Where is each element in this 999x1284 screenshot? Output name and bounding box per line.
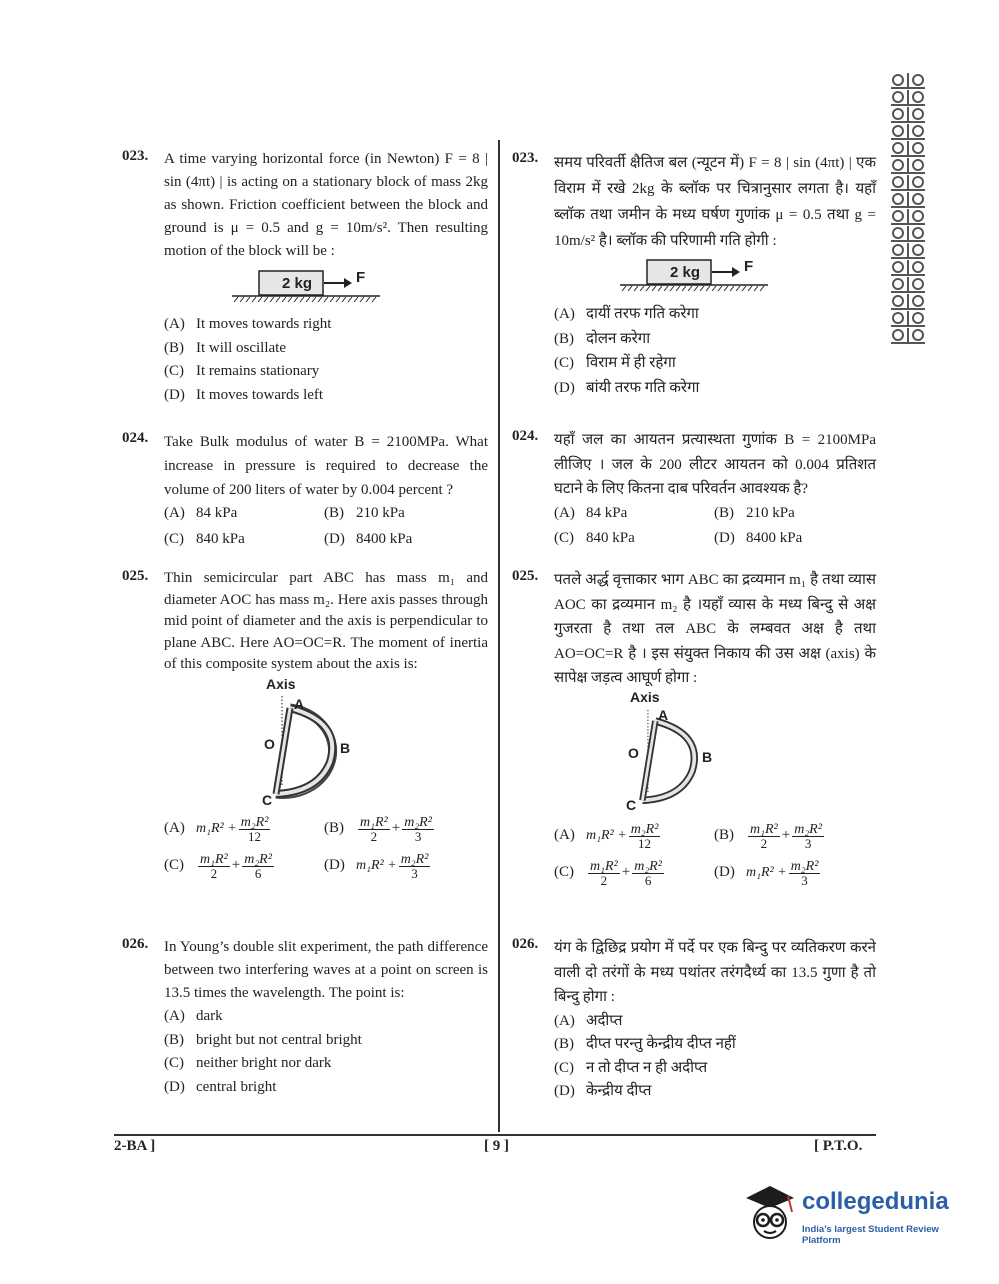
question-text: Take Bulk modulus of water B = 2100MPa. What increase in pressure is required to decrease the volume of 200 liters of water by 0.004 percent ? <box>164 434 488 498</box>
option-d: (D) central bright <box>164 1078 277 1095</box>
axis-label: Axis <box>266 675 296 692</box>
question-number: 023. <box>512 150 539 166</box>
option-c: (C) $\frac{\text{m₁R²}}{2}$ + $\frac{\text{m₂R²}}{6}$ <box>164 851 272 881</box>
footer-code: 2-BA ] <box>114 1138 156 1154</box>
block-diagram <box>620 258 876 292</box>
question-number: 024. <box>512 428 539 444</box>
option-b: (B) दीप्त परन्तु केन्द्रीय दीप्त नहीं <box>554 1036 736 1052</box>
question-text: यहाँ जल का आयतन प्रत्यास्थता गुणांक B = 2100MPa लीजिए । जल के 200 लीटर आयतन को 0.004 प्रतिशत घटाने के लिए कितना दाब परिवर्तन आवश्यक है? <box>554 432 876 497</box>
question-number: 026. <box>512 936 539 952</box>
point-c-label: C <box>626 796 637 813</box>
question-026 <box>122 936 488 1099</box>
options-grid <box>554 823 876 887</box>
option-c: (C) neither bright nor dark <box>164 1055 332 1071</box>
options-list <box>164 313 488 407</box>
force-label: F <box>356 269 366 286</box>
option-a: (A) m₁R² + $\frac{\text{m₂R²}}{12}$ <box>554 821 659 851</box>
point-a-label: A <box>658 706 669 723</box>
options-list <box>554 302 876 400</box>
question-text: A time varying horizontal force (in Newton) F = 8 | sin (4πt) | is acting on a stationary block of mass 2kg as shown. Friction coefficient between the block and ground is μ = 0.5 and g = 10m/s². Then resulting motion of the block will be : <box>164 151 488 259</box>
option-a: (A) m₁R² + $\frac{\text{m₂R²}}{12}$ <box>164 814 269 844</box>
option-c: (C) $\frac{\text{m₁R²}}{2}$ + $\frac{\text{m₂R²}}{6}$ <box>554 858 662 888</box>
option-c: (C) 840 kPa <box>554 530 635 546</box>
point-b-label: B <box>340 739 351 756</box>
question-text: यंग के द्विछिद्र प्रयोग में पर्दे पर एक बिन्दु पर व्यतिकरण करने वाली दो तरंगों के मध्य पथांतर तरंगदैर्ध्य का 13.5 गुणा है तो बिन्दु होगा : <box>554 940 876 1005</box>
options-grid <box>164 502 488 551</box>
column-divider <box>498 140 500 1132</box>
semicircle-figure <box>616 688 876 817</box>
force-label: F <box>744 258 754 275</box>
options-list <box>164 1005 488 1099</box>
decorative-border-pattern <box>888 72 928 356</box>
options-list <box>554 1010 876 1104</box>
question-number: 026. <box>122 936 149 952</box>
option-b: (B) 210 kPa <box>324 505 405 521</box>
logo-name: collegedunia <box>802 1188 949 1215</box>
option-a: (A) 84 kPa <box>164 505 238 521</box>
point-c-label: C <box>262 791 273 808</box>
question-text: In Young’s double slit experiment, the path difference between two interfering waves at a point on screen is 13.5 times the wavelength. The point is: <box>164 939 488 1001</box>
option-d: (D) m₁R² + $\frac{\text{m₂R²}}{3}$ <box>714 858 819 888</box>
collegedunia-logo[interactable] <box>740 1182 970 1252</box>
point-b-label: B <box>702 748 713 765</box>
question-024 <box>122 430 488 551</box>
option-d: (D) 8400 kPa <box>714 530 803 546</box>
option-a: (A) अदीप्त <box>554 1012 623 1029</box>
question-023 <box>122 148 488 407</box>
option-d: (D) बांयी तरफ गति करेगा <box>554 379 700 396</box>
options-grid <box>164 816 488 880</box>
question-text: Thin semicircular part ABC has mass m₁ and diameter AOC has mass m₂. Here axis passes through mid point of diameter and the axis is perpendicular to plane ABC. Here AO=OC=R. The moment of inertia of this composite system about the axis is: <box>164 570 488 672</box>
block-mass-label: 2 kg <box>282 275 313 292</box>
footer-rule <box>114 1134 876 1136</box>
semicircle-figure <box>252 675 488 812</box>
question-number: 024. <box>122 430 149 446</box>
option-a: (A) dark <box>164 1008 223 1024</box>
option-c: (C) 840 kPa <box>164 530 245 547</box>
question-number: 025. <box>512 568 539 584</box>
option-d: (D) 8400 kPa <box>324 530 413 547</box>
question-023-hi <box>512 150 876 400</box>
option-d: (D) केन्द्रीय दीप्त <box>554 1083 652 1099</box>
point-o-label: O <box>628 744 639 761</box>
block-mass-label: 2 kg <box>670 264 701 281</box>
option-d: (D) It moves towards left <box>164 386 324 403</box>
option-b: (B) bright but not central bright <box>164 1031 362 1048</box>
page-number: [ 9 ] <box>484 1138 509 1154</box>
question-026-hi <box>512 936 876 1104</box>
option-a: (A) It moves towards right <box>164 316 332 332</box>
option-a: (A) दायीं तरफ गति करेगा <box>554 306 699 322</box>
axis-label: Axis <box>630 688 660 705</box>
point-a-label: A <box>294 695 305 712</box>
footer-pto: [ P.T.O. <box>814 1138 863 1154</box>
option-c: (C) विराम में ही रहेगा <box>554 355 676 371</box>
question-number: 025. <box>122 568 149 584</box>
mascot-icon <box>740 1182 800 1246</box>
option-b: (B) दोलन करेगा <box>554 330 651 347</box>
question-025-hi <box>512 568 876 887</box>
question-025 <box>122 568 488 880</box>
logo-tagline: India’s largest Student Review Platform <box>802 1224 939 1246</box>
question-text: समय परिवर्ती क्षैतिज बल (न्यूटन में) F = 8 | sin (4πt) | एक विराम में रखे 2kg के ब्लॉक पर चित्रानुसार लगता है। यहाँ ब्लॉक तथा जमीन के मध्य घर्षण गुणांक μ = 0.5 तथा g = 10m/s² है। ब्लॉक की परिणामी गति होगी : <box>554 155 876 249</box>
option-a: (A) 84 kPa <box>554 504 628 521</box>
option-b: (B) 210 kPa <box>714 504 795 521</box>
block-diagram <box>232 269 488 303</box>
question-text: पतले अर्द्ध वृत्ताकार भाग ABC का द्रव्यमान m₁ है तथा व्यास AOC का द्रव्यमान m₂ है ।यहाँ व्यास के मध्य बिन्दु से अक्ष गुजरता है तथा तल ABC के लम्बवत अक्ष है तथा AO=OC=R है । इस संयुक्त निकाय की उस अक्ष (axis) के सापेक्ष जड़त्व आघूर्ण होगा : <box>554 572 876 686</box>
question-number: 023. <box>122 148 149 164</box>
option-b: (B) It will oscillate <box>164 339 286 356</box>
option-c: (C) न तो दीप्त न ही अदीप्त <box>554 1059 708 1076</box>
option-b: (B) $\frac{\text{m₁R²}}{2}$ + $\frac{\text{m₂R²}}{3}$ <box>714 821 822 851</box>
option-b: (B) $\frac{\text{m₁R²}}{2}$ + $\frac{\text{m₂R²}}{3}$ <box>324 814 432 844</box>
option-d: (D) m₁R² + $\frac{\text{m₂R²}}{3}$ <box>324 851 429 881</box>
options-grid <box>554 502 876 551</box>
point-o-label: O <box>264 735 275 752</box>
option-c: (C) It remains stationary <box>164 363 320 379</box>
question-024-hi <box>512 428 876 551</box>
